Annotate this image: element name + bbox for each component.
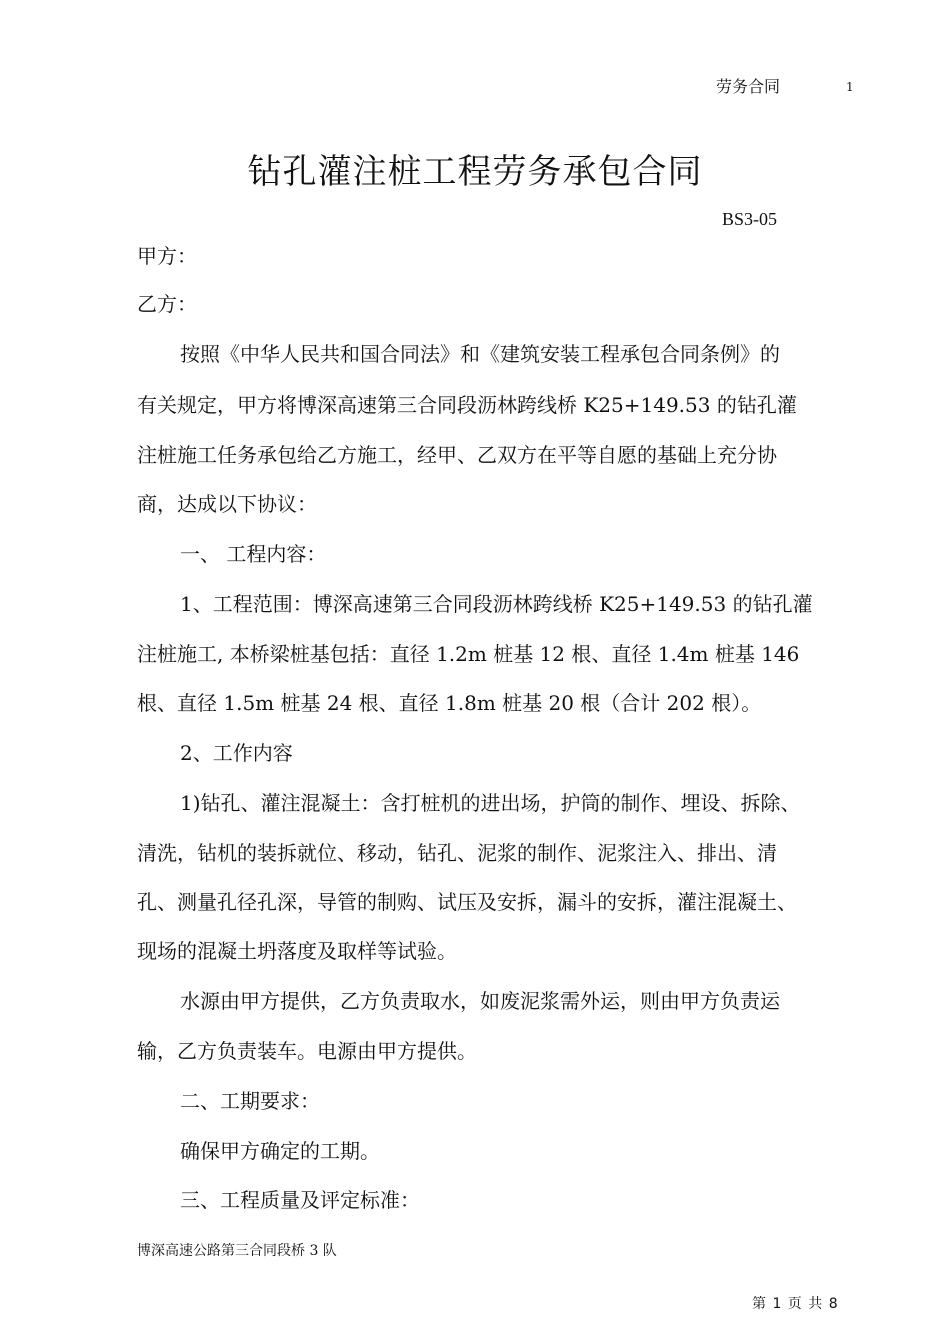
- party-a-line: 甲方：: [137, 244, 197, 268]
- body-line: 孔、测量孔径孔深，导管的制购、试压及安拆，漏斗的安拆，灌注混凝土、: [137, 890, 797, 914]
- body-line: 注桩施工任务承包给乙方施工，经甲、乙双方在平等自愿的基础上充分协: [137, 443, 777, 467]
- body-line: 水源由甲方提供，乙方负责取水，如废泥浆需外运，则由甲方负责运: [180, 989, 780, 1013]
- body-line: 商，达成以下协议：: [137, 492, 317, 516]
- body-line: 现场的混凝土坍落度及取样等试验。: [137, 939, 457, 963]
- body-line: 确保甲方确定的工期。: [180, 1139, 380, 1163]
- document-title: 钻孔灌注桩工程劳务承包合同: [247, 152, 703, 192]
- body-line: 1)钻孔、灌注混凝土：含打桩机的进出场，护筒的制作、埋设、拆除、: [180, 791, 801, 815]
- section-heading: 三、工程质量及评定标准：: [180, 1188, 420, 1212]
- header-title: 劳务合同: [716, 77, 781, 96]
- document-code: BS3-05: [722, 209, 778, 229]
- footer-page-count: 第 1 页 共 8: [752, 1296, 839, 1312]
- body-line: 有关规定，甲方将博深高速第三合同段沥林跨线桥 K25+149.53 的钻孔灌: [137, 393, 797, 417]
- body-line: 注桩施工, 本桥梁桩基包括：直径 1.2m 桩基 12 根、直径 1.4m 桩基 146: [137, 642, 800, 666]
- body-line: 1、工程范围：博深高速第三合同段沥林跨线桥 K25+149.53 的钻孔灌: [180, 592, 813, 616]
- section-heading: 二、工期要求：: [180, 1089, 320, 1113]
- body-line: 按照《中华人民共和国合同法》和《建筑安装工程承包合同条例》的: [180, 342, 780, 366]
- body-line: 清洗，钻机的装拆就位、移动，钻孔、泥浆的制作、泥浆注入、排出、清: [137, 841, 777, 865]
- section-heading: 一、 工程内容：: [180, 542, 327, 566]
- header-page-number: 1: [846, 80, 854, 94]
- subsection-heading: 2、工作内容: [180, 741, 293, 765]
- body-line: 根、直径 1.5m 桩基 24 根、直径 1.8m 桩基 20 根（合计 202 根）。: [137, 691, 762, 715]
- footer-left: 博深高速公路第三合同段桥 3 队: [137, 1243, 337, 1259]
- party-b-line: 乙方：: [137, 292, 197, 316]
- body-line: 输，乙方负责装车。电源由甲方提供。: [137, 1039, 477, 1063]
